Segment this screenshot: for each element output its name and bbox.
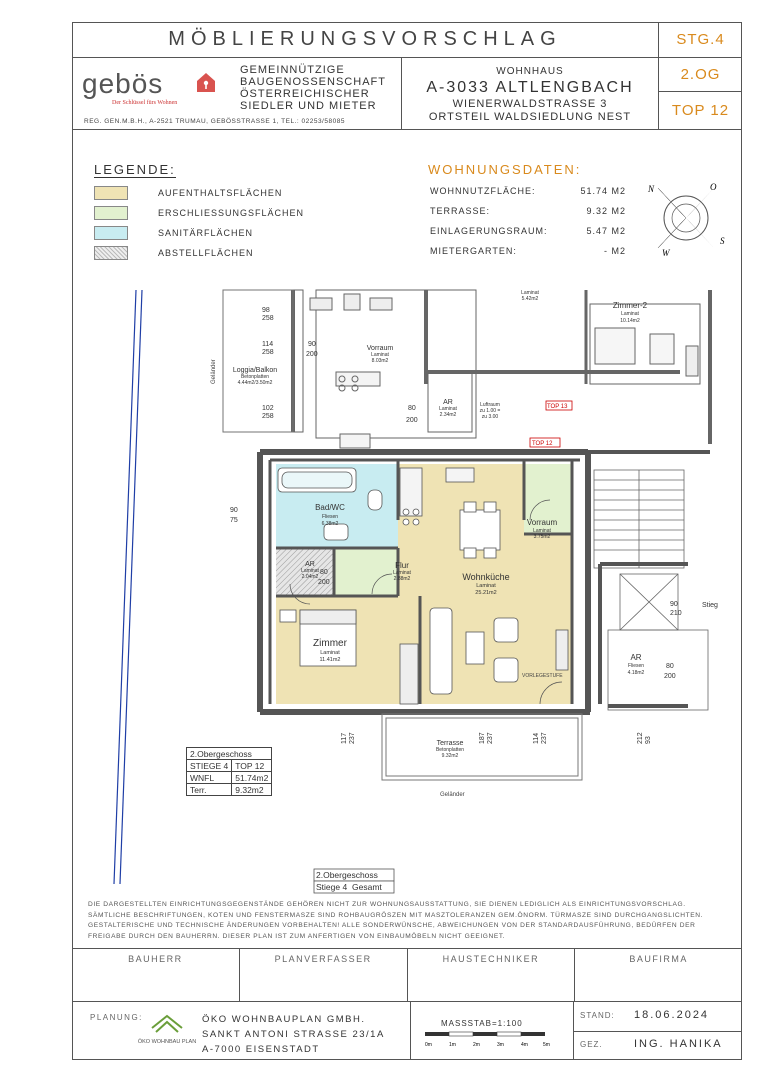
svg-text:4m: 4m <box>521 1042 528 1048</box>
floor-plan <box>110 284 736 894</box>
svg-text:114: 114 <box>262 341 274 348</box>
unit-label: TOP 12 <box>658 92 742 130</box>
building-type: WOHNHAUS <box>496 66 564 77</box>
label-gelaender: Geländer <box>440 792 465 798</box>
apartment-data-title: WOHNUNGSDATEN: <box>428 162 582 177</box>
svg-text:Laminat: Laminat <box>393 570 411 576</box>
stand-label: STAND: <box>580 1011 615 1020</box>
svg-text:200: 200 <box>306 351 318 358</box>
building-district: ORTSTEIL WALDSIEDLUNG NEST <box>428 111 632 123</box>
building-city: A-3033 ALTLENGBACH <box>426 79 634 96</box>
svg-text:Laminat: Laminat <box>533 528 551 534</box>
svg-text:5.42m2: 5.42m2 <box>521 296 539 302</box>
svg-text:8.03m2: 8.03m2 <box>371 358 389 364</box>
room-zimmer: Zimmer <box>313 638 347 649</box>
data-row: WOHNNUTZFLÄCHE: 51.74 M2 <box>430 186 626 196</box>
svg-text:Laminat: Laminat <box>439 406 457 412</box>
company-registration: REG. GEN.M.B.H., A-2521 TRUMAU, GEBÖSSTRASSE 1, TEL.: 02253/58085 <box>84 118 345 125</box>
svg-text:TOP 13: TOP 13 <box>547 404 568 410</box>
room-ar: AR <box>305 561 315 568</box>
svg-text:200: 200 <box>406 417 418 424</box>
plan-title: MÖBLIERUNGSVORSCHLAG <box>72 22 658 58</box>
office-logo-icon <box>137 1010 197 1050</box>
svg-text:237: 237 <box>541 732 548 744</box>
svg-text:212: 212 <box>637 732 644 744</box>
svg-text:200: 200 <box>318 579 330 586</box>
summary2-sub2: Gesamt <box>352 882 382 892</box>
svg-text:O: O <box>710 182 717 192</box>
svg-text:Fliesen: Fliesen <box>321 514 339 520</box>
sign-field-baufirma: BAUFIRMA <box>629 954 688 964</box>
svg-text:0m: 0m <box>425 1042 432 1048</box>
building-info <box>402 58 658 130</box>
room-vorraum-top: Vorraum <box>366 345 394 352</box>
sign-field-planverfasser: PLANVERFASSER <box>240 949 408 1001</box>
svg-text:258: 258 <box>262 413 274 420</box>
svg-text:Betonplatten: Betonplatten <box>240 374 270 380</box>
svg-text:237: 237 <box>487 732 494 744</box>
company-tagline: Der Schlüssel fürs Wohnen <box>112 100 178 106</box>
company-logo: gebös <box>82 68 164 99</box>
room-zimmer2: Zimmer-2 <box>612 301 648 310</box>
svg-text:2.04m2: 2.04m2 <box>301 574 319 580</box>
svg-text:80: 80 <box>320 569 328 576</box>
house-key-icon <box>196 71 216 93</box>
legend-item: ABSTELLFLÄCHEN <box>94 246 254 260</box>
company-block <box>72 58 402 130</box>
data-row: EINLAGERUNGSRAUM: 5.47 M2 <box>430 226 626 236</box>
svg-text:2.88m2: 2.88m2 <box>393 576 411 582</box>
svg-text:90: 90 <box>308 341 316 348</box>
sign-field-bauherr: BAUHERR <box>72 949 240 1001</box>
svg-text:75: 75 <box>230 517 238 524</box>
summary2-title: 2.Obergeschoss <box>316 870 378 880</box>
summary2-sub: Stiege 4 <box>316 882 348 892</box>
data-row: TERRASSE: 9.32 M2 <box>430 206 626 216</box>
svg-text:Stieg: Stieg <box>702 602 718 609</box>
svg-text:9.32m2: 9.32m2 <box>441 753 459 759</box>
svg-text:114: 114 <box>533 732 540 744</box>
svg-text:zu 3.00: zu 3.00 <box>481 414 499 420</box>
room-vorraum: Vorraum <box>526 518 558 527</box>
scale-box <box>410 1002 574 1060</box>
svg-text:90: 90 <box>670 601 678 608</box>
svg-text:Laminat: Laminat <box>301 568 319 574</box>
data-row: MIETERGARTEN: - M2 <box>430 246 626 256</box>
building-street: WIENERWALDSTRASSE 3 <box>452 98 608 110</box>
svg-text:S: S <box>720 236 725 246</box>
compass-icon <box>644 176 728 260</box>
svg-text:80: 80 <box>408 405 416 412</box>
svg-text:117: 117 <box>341 732 348 744</box>
legend-swatch <box>94 206 128 220</box>
room-ar-top: AR <box>443 399 453 406</box>
svg-text:237: 237 <box>349 732 356 744</box>
svg-text:102: 102 <box>262 405 274 412</box>
svg-text:200: 200 <box>664 673 676 680</box>
svg-text:80: 80 <box>666 663 674 670</box>
stand-date: 18.06.2024 <box>634 1009 710 1021</box>
svg-text:3m: 3m <box>497 1042 504 1048</box>
sign-field-haustechniker: HAUSTECHNIKER <box>408 949 576 1001</box>
stair-label: STG.4 <box>658 22 742 58</box>
svg-text:VORLEGESTUFE: VORLEGESTUFE <box>522 673 563 679</box>
svg-text:10.14m2: 10.14m2 <box>620 318 640 324</box>
svg-text:93: 93 <box>645 736 652 744</box>
room-ar-right: AR <box>630 653 642 662</box>
svg-text:Laminat: Laminat <box>521 290 539 296</box>
stand-block <box>574 1002 742 1060</box>
svg-text:1m: 1m <box>449 1042 456 1048</box>
svg-text:Geländer: Geländer <box>211 359 217 384</box>
svg-text:Betonplatten: Betonplatten <box>435 747 465 753</box>
svg-text:5m: 5m <box>543 1042 550 1048</box>
disclaimer-text: DIE DARGESTELLTEN EINRICHTUNGSGEGENSTÄNDE GEHÖREN NICHT ZUR WOHNUNGSAUSSTATTUNG, SIE DIENEN LEDIGLICH ALS EINRICHTUNGSVORSCHLAG. SÄMTLICHE BESCHRIFTUNGEN, KOTEN UND FENSTERMASZE SIND ROHBAUGRÖSZEN MIT MASZTOLERANZEN GEM.ÖNORM. TÜRMASZE SIND DURCHGANGSLICHTEN. GESTALTERISCHE UND TECHNISCHE ÄNDERUNGEN VORBEHALTEN! ALLE SONDERWÜNSCHE, ABWEICHUNGEN VON DER STANDARDAUSFÜHRUNG, BEDÜRFEN DER FREIGABE DURCH DEN BAUHERRN. DIESER PLAN IST ZUM ANFERTIGEN VON EINBAUMÖBELN NICHT GEEIGNET. <box>88 901 704 940</box>
room-terrasse: Terrasse <box>436 740 464 747</box>
svg-text:258: 258 <box>262 349 274 356</box>
floor-label: 2.OG <box>658 58 742 92</box>
legend-swatch <box>94 186 128 200</box>
svg-text:W: W <box>662 248 670 258</box>
gez-name: ING. HANIKA <box>634 1038 723 1050</box>
svg-text:TOP 12: TOP 12 <box>532 441 553 447</box>
legend-swatch <box>94 246 128 260</box>
svg-text:Fliesen: Fliesen <box>627 663 645 669</box>
svg-text:90: 90 <box>230 507 238 514</box>
svg-text:258: 258 <box>262 315 274 322</box>
summary-table: 2.Obergeschoss STIEGE 4 TOP 12 WNFL 51.74m2 Terr. 9.32m2 <box>186 747 272 796</box>
legend-item: AUFENTHALTSFLÄCHEN <box>94 186 282 200</box>
svg-text:Luftraum: Luftraum <box>480 402 500 408</box>
office-address: ÖKO WOHNBAUPLAN GMBH. SANKT ANTONI STRASSE 23/1A A-7000 EISENSTADT <box>202 1014 385 1055</box>
svg-text:Laminat: Laminat <box>371 352 389 358</box>
svg-text:11.41m2: 11.41m2 <box>319 657 341 663</box>
signature-row <box>72 948 742 1002</box>
scale-bar <box>421 1030 567 1050</box>
scale-label: MASSSTAB=1:100 <box>441 1019 523 1028</box>
svg-text:zu 1.00 =: zu 1.00 = <box>479 408 501 414</box>
svg-text:187: 187 <box>479 732 486 744</box>
svg-text:4.44m2/3.50m2: 4.44m2/3.50m2 <box>237 380 273 386</box>
room-kueche: Wohnküche <box>462 572 510 582</box>
footer <box>72 1002 742 1060</box>
svg-text:25.21m2: 25.21m2 <box>475 590 497 596</box>
room-loggia: Loggia/Balkon <box>232 367 278 374</box>
company-name: GEMEINNÜTZIGE BAUGENOSSENSCHAFT ÖSTERREICHISCHER SIEDLER UND MIETER <box>240 64 386 112</box>
planung-label: PLANUNG: <box>90 1013 143 1022</box>
svg-text:210: 210 <box>670 610 682 617</box>
room-flur: Flur <box>395 561 409 570</box>
svg-text:Laminat: Laminat <box>320 650 340 656</box>
svg-text:ÖKO WOHNBAU PLAN: ÖKO WOHNBAU PLAN <box>137 1039 197 1045</box>
svg-text:98: 98 <box>262 307 270 314</box>
svg-text:2m: 2m <box>473 1042 480 1048</box>
legend-swatch <box>94 226 128 240</box>
svg-text:2.34m2: 2.34m2 <box>439 412 457 418</box>
gez-label: GEZ. <box>580 1040 603 1049</box>
svg-text:3.75m2: 3.75m2 <box>533 534 551 540</box>
legend-item: ERSCHLIESSUNGSFLÄCHEN <box>94 206 304 220</box>
room-bad: Bad/WC <box>315 503 345 512</box>
svg-text:4.18m2: 4.18m2 <box>627 670 645 676</box>
svg-text:Laminat: Laminat <box>621 311 639 317</box>
legend-title: LEGENDE: <box>94 162 176 177</box>
svg-text:Laminat: Laminat <box>476 583 496 589</box>
svg-text:N: N <box>648 184 655 194</box>
legend-item: SANITÄRFLÄCHEN <box>94 226 253 240</box>
svg-text:6.38m2: 6.38m2 <box>321 521 339 527</box>
